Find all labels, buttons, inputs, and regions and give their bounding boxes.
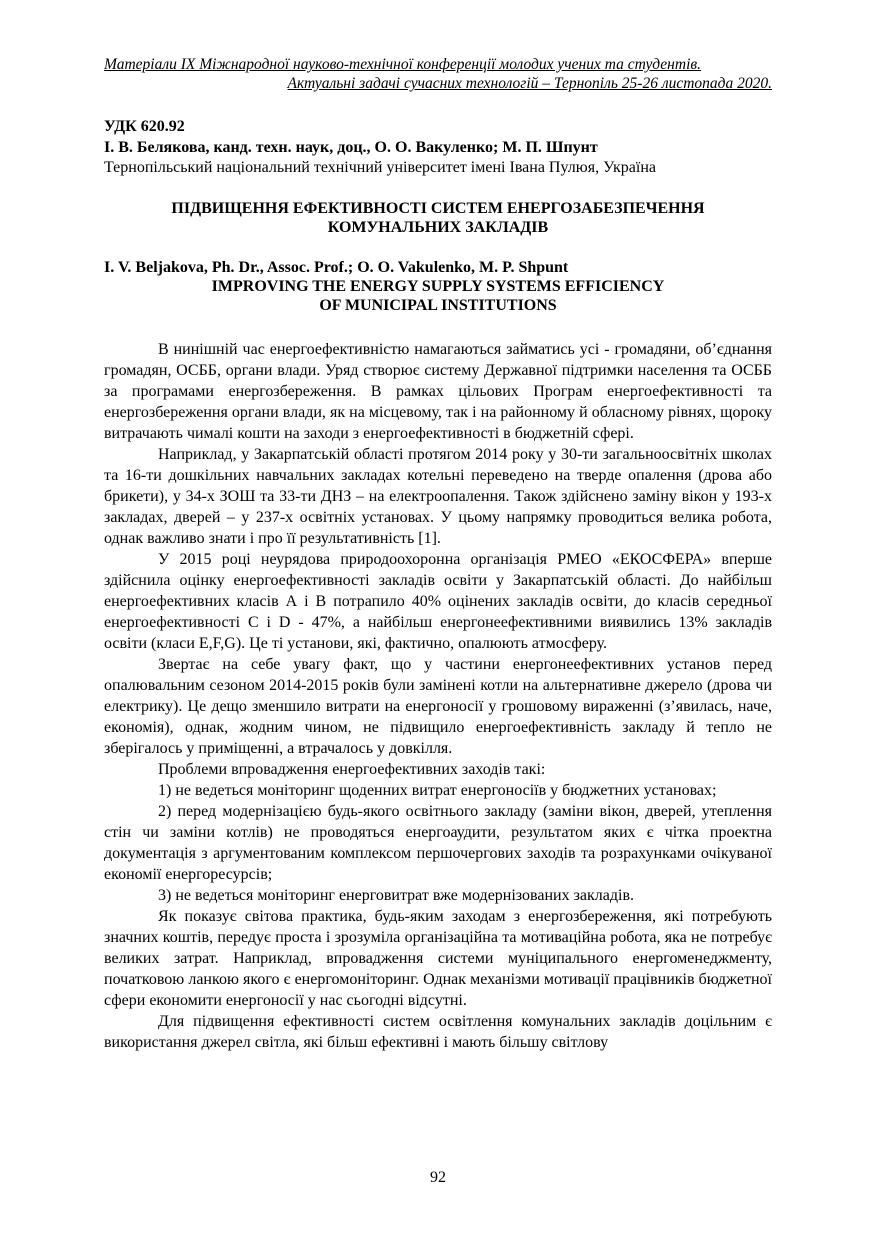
body-text — [104, 339, 772, 1053]
list-item: 3) не ведеться моніторинг енерговитрат вже модернізованих закладів. — [158, 887, 635, 904]
paragraph: Як показує світова практика, будь-яким заходам з енергозбереження, які потребують значних коштів, передує проста і зрозуміла організаційна та мотиваційна робота, яка не потребує великих затрат. Наприклад, впровадження системи муніципального енергоменеджменту, початковою ланкою якого є енергомоніторинг. Однак механізми мотивації працівників бюджетної сфери економити енергоносії у нас сьогодні відсутні. — [104, 908, 772, 1009]
paragraph: Звертає на себе увагу факт, що у частини енергонеефективних установ перед опалювальним сезоном 2014-2015 років були замінені котли на альтернативне джерело (дрова чи електрику). Це дещо зменшило витрати на енергоносії у грошовому вираженні (з’явилась, наче, економія), однак, жодним чином, не підвищило енергоефективність закладу й тепло не зберігалось у приміщенні, а втрачалось у довкілля. — [104, 656, 772, 757]
paragraph: У 2015 році неурядова природоохоронна організація РМЕО «ЕКОСФЕРА» вперше здійснила оцінку енергоефективності закладів освіти у Закарпатській області. До найбільш енергоефективних класів А і В потрапило 40% оцінених закладів освіти, до класів середньої енергоефективності С і D - 47%, а найбільш енергонеефективними виявились 13% закладів освіти (класи E,F,G). Це ті установи, які, фактично, опалюють атмосферу. — [104, 551, 772, 652]
paragraph: Наприклад, у Закарпатській області протягом 2014 року у 30-ти загальноосвітніх школах та 16-ти дошкільних навчальних закладах котельні переведено на тверде опалення (дрова або брикети), у 34-х ЗОШ та 33-ти ДНЗ – на електроопалення. Також здійснено заміну вікон у 193-х закладах, дверей – у 237-х освітніх установах. У цьому напрямку проводиться велика робота, однак важливо знати і про її результативність [1]. — [104, 446, 772, 547]
paragraph: Для підвищення ефективності систем освітлення комунальних закладів доцільним є використання джерел світла, які більш ефективні і мають більшу світлову — [104, 1013, 772, 1051]
authors-en: I. V. Beljakova, Ph. Dr., Assoc. Prof.; O. O. Vakulenko, M. P. Shpunt — [104, 259, 569, 276]
title-ua — [104, 199, 772, 237]
title-en-line-2: OF MUNICIPAL INSTITUTIONS — [319, 297, 557, 314]
authors-ua: І. В. Белякова, канд. техн. наук, доц., О. О. Вакуленко; М. П. Шпунт — [104, 139, 598, 156]
title-ua-line-1: ПІДВИЩЕННЯ ЕФЕКТИВНОСТІ СИСТЕМ ЕНЕРГОЗАБЕЗПЕЧЕННЯ — [171, 200, 705, 217]
paragraph: В нинішній час енергоефективністю намагаються займатись усі - громадяни, об’єднання громадян, ОСББ, органи влади. Уряд створює систему Державної підтримки населення та ОСББ за програмами енергозбереження. В рамках цільових Програм енергоефективності та енергозбереження органи влади, як на місцевому, так і на районному й обласному рівнях, щороку витрачають чималі кошти на заходи з енергоефективності в бюджетній сфері. — [104, 341, 772, 442]
title-ua-line-2: КОМУНАЛЬНИХ ЗАКЛАДІВ — [327, 219, 549, 236]
paragraph: Проблеми впровадження енергоефективних заходів такі: — [158, 761, 546, 778]
udc-code: УДК 620.92 — [104, 118, 185, 135]
title-en — [104, 277, 772, 315]
list-item: 2) перед модернізацією будь-якого освітнього закладу (заміни вікон, дверей, утеплення стін чи заміни котлів) не проводяться енергоаудити, результатом яких є чітка проектна документація з аргументованим комплексом першочергових заходів та розрахунками очікуваної економії енергоресурсів; — [104, 803, 772, 883]
list-item: 1) не ведеться моніторинг щоденних витрат енергоносіїв у бюджетних установах; — [158, 782, 717, 799]
running-header-line-1: Матеріали IX Міжнародної науково-технічної конференції молодих учених та студентів. — [104, 56, 701, 73]
running-header-line-2: Актуальні задачі сучасних технологій – Тернопіль 25-26 листопада 2020. — [287, 75, 772, 92]
page-number: 92 — [430, 1169, 446, 1186]
title-en-line-1: IMPROVING THE ENERGY SUPPLY SYSTEMS EFFICIENCY — [211, 278, 665, 295]
affiliation: Тернопільський національний технічний університет імені Івана Пулюя, Україна — [104, 159, 656, 176]
